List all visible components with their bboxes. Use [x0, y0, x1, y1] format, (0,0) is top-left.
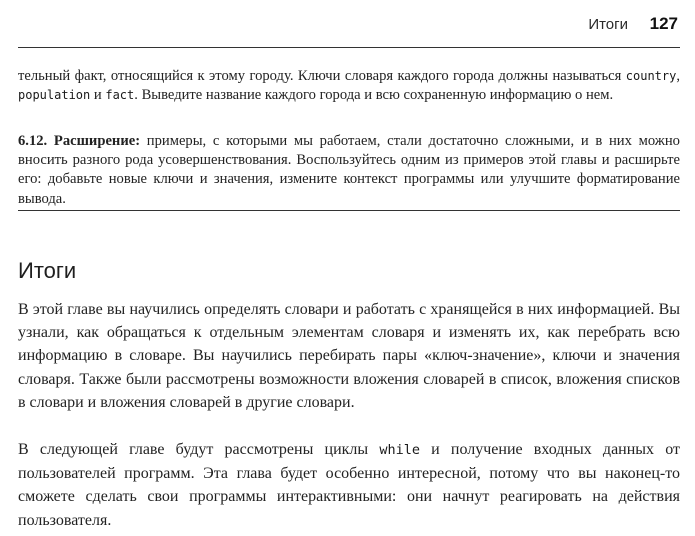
- section-title: Итоги: [18, 258, 77, 283]
- code-population: population: [18, 88, 91, 103]
- summary-paragraph-1: В этой главе вы научились определять словари и работать с хранящейся в них информацией. Вы узнали, как обращаться к отдельным элементам словаря и изменять их, как перебрать всю информацию в словаре. Вы научились перебирать пары «ключ-значение», ключи и значения словаря. Также были рассмотрены возможности вложения словарей в список, вложения списков в словари и вложения словарей в другие словари.: [18, 301, 680, 411]
- code-while: while: [379, 442, 420, 458]
- page-number: 127: [649, 14, 678, 33]
- code-fact: fact: [105, 88, 135, 103]
- exercise-block: [18, 67, 680, 211]
- running-title: Итоги: [588, 16, 628, 33]
- separator: и: [90, 87, 106, 104]
- exercise-text: . Выведите название каждого города и всю сохраненную информацию о нем.: [134, 87, 614, 104]
- header-rule: [18, 47, 680, 48]
- exercise-text: тельный факт, относящийся к этому городу. Ключи словаря каждого города должны называться: [18, 68, 626, 84]
- exercise-label: 6.12. Расширение:: [18, 133, 141, 149]
- exercise-continuation: [18, 67, 680, 105]
- exercise-6-12: [18, 132, 680, 209]
- separator: ,: [676, 68, 680, 84]
- exercise-text: примеры, с которыми мы работаем, стали достаточно сложными, и в них можно вносить разного рода усовершенствования. Воспользуйтесь одним из примеров этой главы и расширьте его: добавьте новые ключи и значения, измените контекст программы или улучшите форматирование вывода.: [18, 133, 680, 207]
- paragraph-text: и получение входных данных от пользователей программ. Эта глава будет особенно интересной, потому что вы наконец-то сможете сделать свои программы интерактивными: они начнут реагировать на действия пользователя.: [18, 441, 681, 529]
- code-country: country: [625, 69, 677, 83]
- page-header: [0, 0, 695, 48]
- summary-paragraph-2: [18, 438, 680, 532]
- paragraph-text: В следующей главе будут рассмотрены циклы: [18, 441, 380, 458]
